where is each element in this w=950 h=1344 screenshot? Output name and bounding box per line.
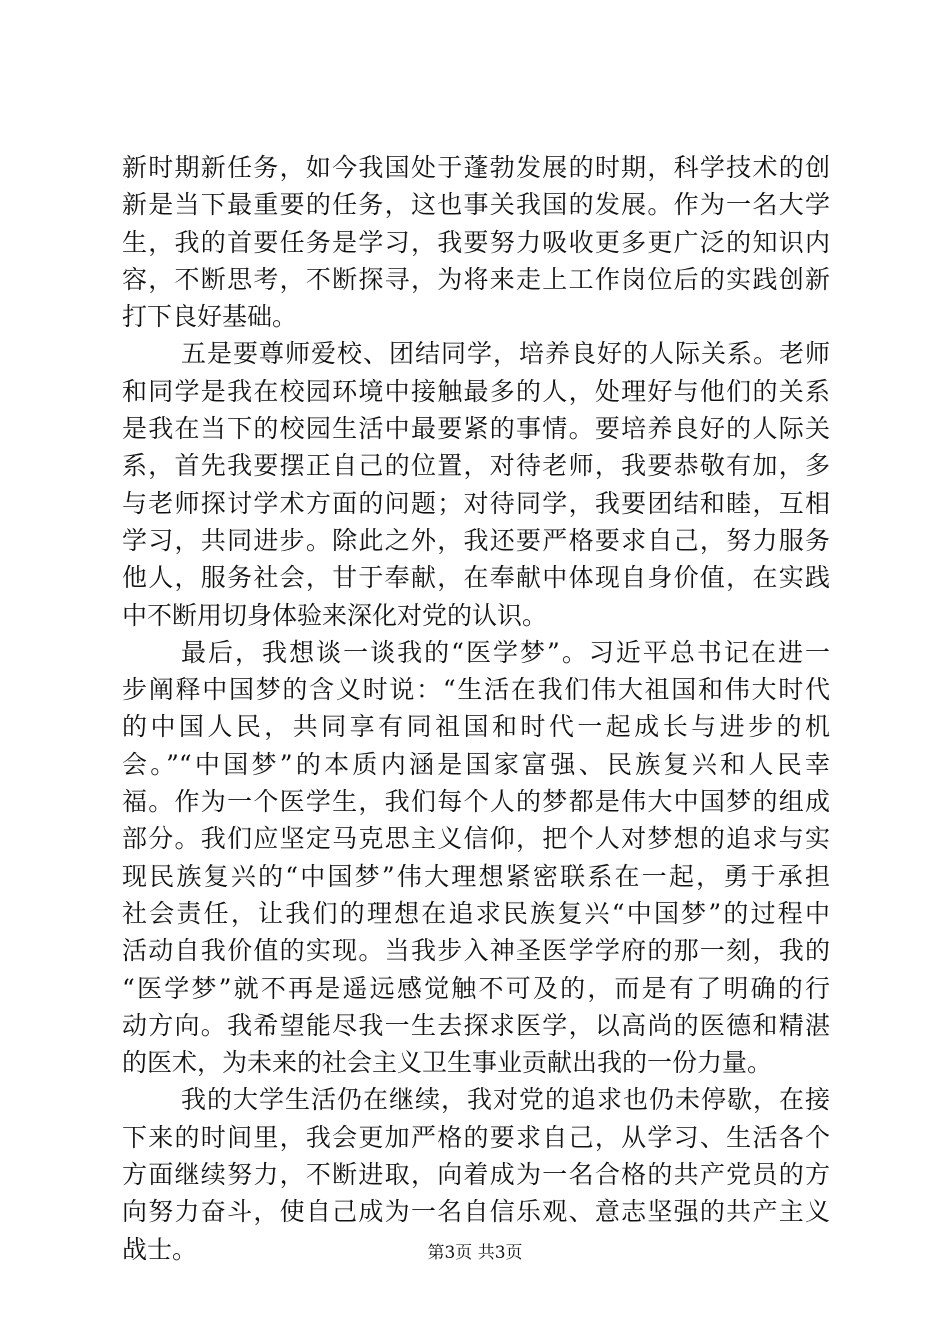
paragraph — [122, 149, 830, 335]
text-line: 学习，共同进步。除此之外，我还要严格要求自己，努力服务 — [122, 525, 830, 555]
text-line: 步阐释中国梦的含义时说：“生活在我们伟大祖国和伟大时代 — [122, 675, 830, 705]
text-line: 他人，服务社会，甘于奉献，在奉献中体现自身价值，在实践 — [122, 563, 830, 593]
text-line: 是我在当下的校园生活中最要紧的事情。要培养良好的人际关 — [122, 414, 830, 444]
text-line: 福。作为一个医学生，我们每个人的梦都是伟大中国梦的组成 — [122, 787, 830, 817]
text-line: 社会责任，让我们的理想在追求民族复兴“中国梦”的过程中 — [122, 898, 830, 928]
text-line: 新是当下最重要的任务，这也事关我国的发展。作为一名大学 — [122, 190, 830, 220]
text-line: 下来的时间里，我会更加严格的要求自己，从学习、生活各个 — [122, 1122, 830, 1152]
text-line: 方面继续努力，不断进取，向着成为一名合格的共产党员的方 — [122, 1160, 830, 1190]
text-line: 和同学是我在校园环境中接触最多的人，处理好与他们的关系 — [122, 376, 830, 406]
paragraph — [122, 1081, 830, 1267]
text-line: 向努力奋斗，使自己成为一名自信乐观、意志坚强的共产主义 — [122, 1197, 830, 1227]
paragraph — [122, 335, 830, 633]
text-line: 系，首先我要摆正自己的位置，对待老师，我要恭敬有加，多 — [122, 451, 830, 481]
text-line: 新时期新任务，如今我国处于蓬勃发展的时期，科学技术的创 — [122, 153, 830, 182]
text-line: 生，我的首要任务是学习，我要努力吸收更多更广泛的知识内 — [122, 227, 830, 257]
text-line: 动方向。我希望能尽我一生去探求医学，以高尚的医德和精湛 — [122, 1010, 830, 1040]
text-line: 部分。我们应坚定马克思主义信仰，把个人对梦想的追求与实 — [122, 824, 830, 854]
text-line: 中不断用切身体验来深化对党的认识。 — [122, 600, 548, 630]
text-line: 战士。 — [122, 1234, 198, 1264]
text-line: 打下良好基础。 — [122, 302, 298, 332]
text-line: 我的大学生活仍在继续，我对党的追求也仍未停歇，在接 — [181, 1085, 830, 1115]
text-line: 会。”“中国梦”的本质内涵是国家富强、民族复兴和人民幸 — [122, 749, 830, 779]
text-line: 活动自我价值的实现。当我步入神圣医学学府的那一刻，我的 — [122, 936, 830, 966]
text-line: 容，不断思考，不断探寻，为将来走上工作岗位后的实践创新 — [122, 264, 830, 294]
text-line: 五是要尊师爱校、团结同学，培养良好的人际关系。老师 — [181, 339, 830, 369]
text-line: 的医术，为未来的社会主义卫生事业贡献出我的一份力量。 — [122, 1048, 773, 1078]
text-line: 现民族复兴的“中国梦”伟大理想紧密联系在一起，勇于承担 — [122, 861, 830, 891]
text-line: 与老师探讨学术方面的问题；对待同学，我要团结和睦，互相 — [122, 488, 830, 518]
text-line: 的中国人民，共同享有同祖国和时代一起成长与进步的机 — [122, 712, 830, 742]
document-body — [122, 149, 830, 1268]
text-line: 最后，我想谈一谈我的“医学梦”。习近平总书记在进一 — [181, 637, 830, 667]
paragraph — [122, 634, 830, 1082]
text-line: “医学梦”就不再是遥远感觉触不可及的，而是有了明确的行 — [122, 973, 830, 1003]
page-number: 第3页 共3页 — [427, 1243, 523, 1263]
page-footer — [0, 1242, 950, 1264]
